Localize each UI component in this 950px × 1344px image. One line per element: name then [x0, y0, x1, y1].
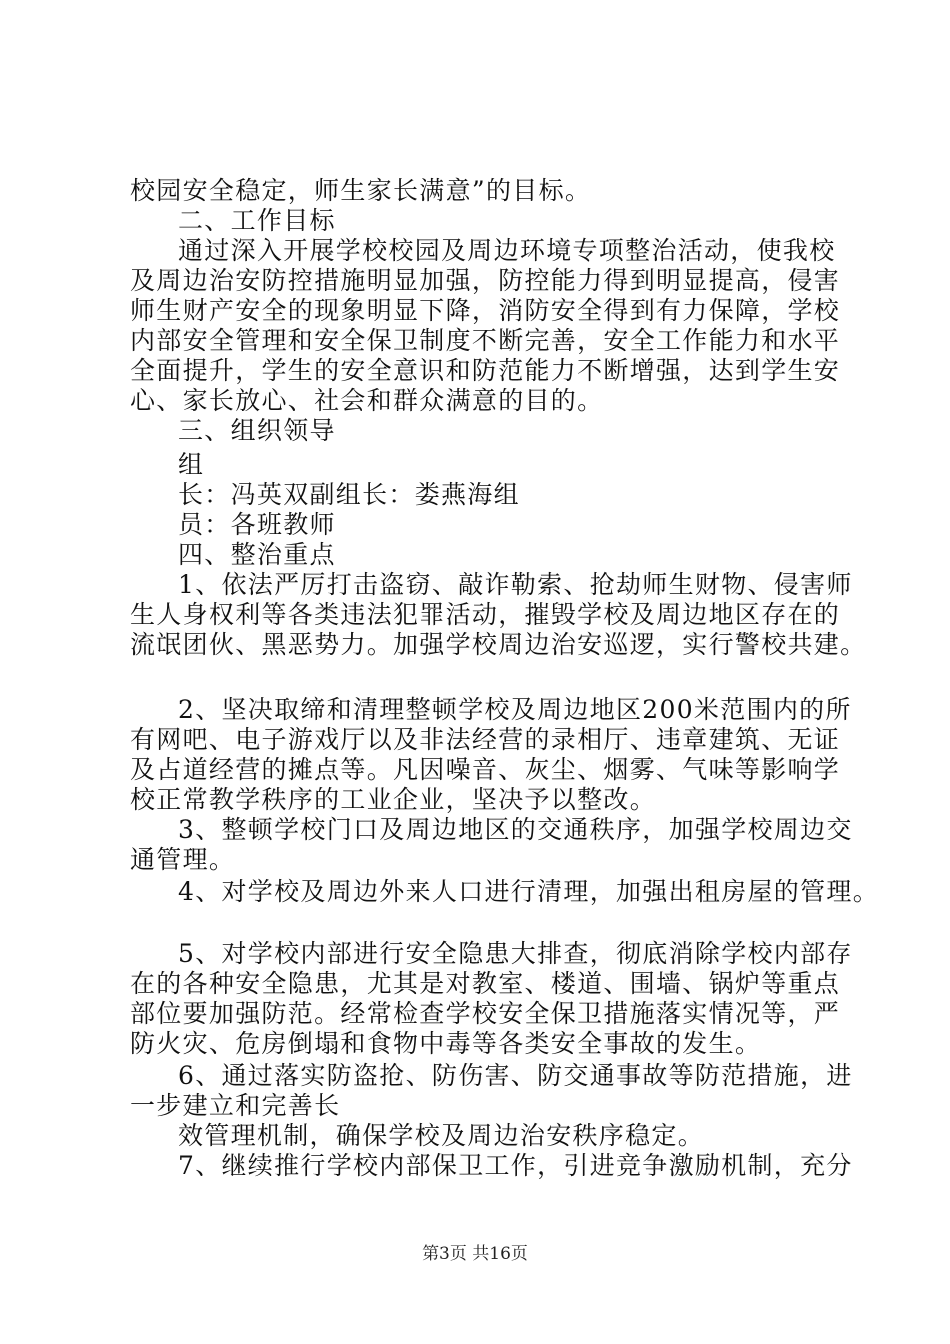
body-line: 5、对学校内部进行安全隐患大排查，彻底消除学校内部存 [178, 939, 853, 968]
body-line: 通管理。 [130, 845, 236, 874]
body-line: 4、对学校及周边外来人口进行清理，加强出租房屋的管理。 [178, 877, 880, 906]
body-line: 心、家长放心、社会和群众满意的目的。 [130, 386, 604, 415]
body-line: 全面提升，学生的安全意识和防范能力不断增强，达到学生安 [130, 356, 841, 385]
body-line: 流氓团伙、黑恶势力。加强学校周边治安巡逻，实行警校共建。 [130, 630, 867, 659]
body-line: 及占道经营的摊点等。凡因噪音、灰尘、烟雾、气味等影响学 [130, 755, 841, 784]
body-line: 内部安全管理和安全保卫制度不断完善，安全工作能力和水平 [130, 326, 841, 355]
body-line: 有网吧、电子游戏厅以及非法经营的录相厅、违章建筑、无证 [130, 725, 841, 754]
body-line: 部位要加强防范。经常检查学校安全保卫措施落实情况等，严 [130, 999, 841, 1028]
body-line: 2、坚决取缔和清理整顿学校及周边地区200米范围内的所 [178, 695, 852, 724]
body-line: 师生财产安全的现象明显下降，消防安全得到有力保障，学校 [130, 296, 841, 325]
body-line: 生人身权利等各类违法犯罪活动，摧毁学校及周边地区存在的 [130, 600, 841, 629]
body-line: 校正常教学秩序的工业企业，坚决予以整改。 [130, 785, 657, 814]
body-line: 一步建立和完善长 [130, 1091, 341, 1120]
body-line: 及周边治安防控措施明显加强，防控能力得到明显提高，侵害 [130, 266, 841, 295]
section-heading: 三、组织领导 [178, 416, 336, 445]
body-line: 防火灾、危房倒塌和食物中毒等各类安全事故的发生。 [130, 1029, 762, 1058]
body-line: 3、整顿学校门口及周边地区的交通秩序，加强学校周边交 [178, 815, 853, 844]
body-line: 效管理机制，确保学校及周边治安秩序稳定。 [178, 1121, 705, 1150]
body-line: 7、继续推行学校内部保卫工作，引进竞争激励机制，充分 [178, 1151, 853, 1180]
page-number-footer: 第3页 共16页 [422, 1244, 528, 1264]
section-heading: 二、工作目标 [178, 206, 336, 235]
body-line: 1、依法严厉打击盗窃、敲诈勒索、抢劫师生财物、侵害师 [178, 570, 853, 599]
section-heading: 四、整治重点 [178, 540, 336, 569]
body-line: 员：各班教师 [178, 510, 336, 539]
body-line: 通过深入开展学校校园及周边环境专项整治活动，使我校 [178, 236, 836, 265]
body-line: 6、通过落实防盗抢、防伤害、防交通事故等防范措施，进 [178, 1061, 853, 1090]
body-line: 在的各种安全隐患，尤其是对教室、楼道、围墙、锅炉等重点 [130, 969, 841, 998]
body-line: 长：冯英双副组长：娄燕海组 [178, 480, 520, 509]
body-line: 校园安全稳定，师生家长满意”的目标。 [130, 176, 592, 205]
body-line: 组 [178, 450, 205, 479]
